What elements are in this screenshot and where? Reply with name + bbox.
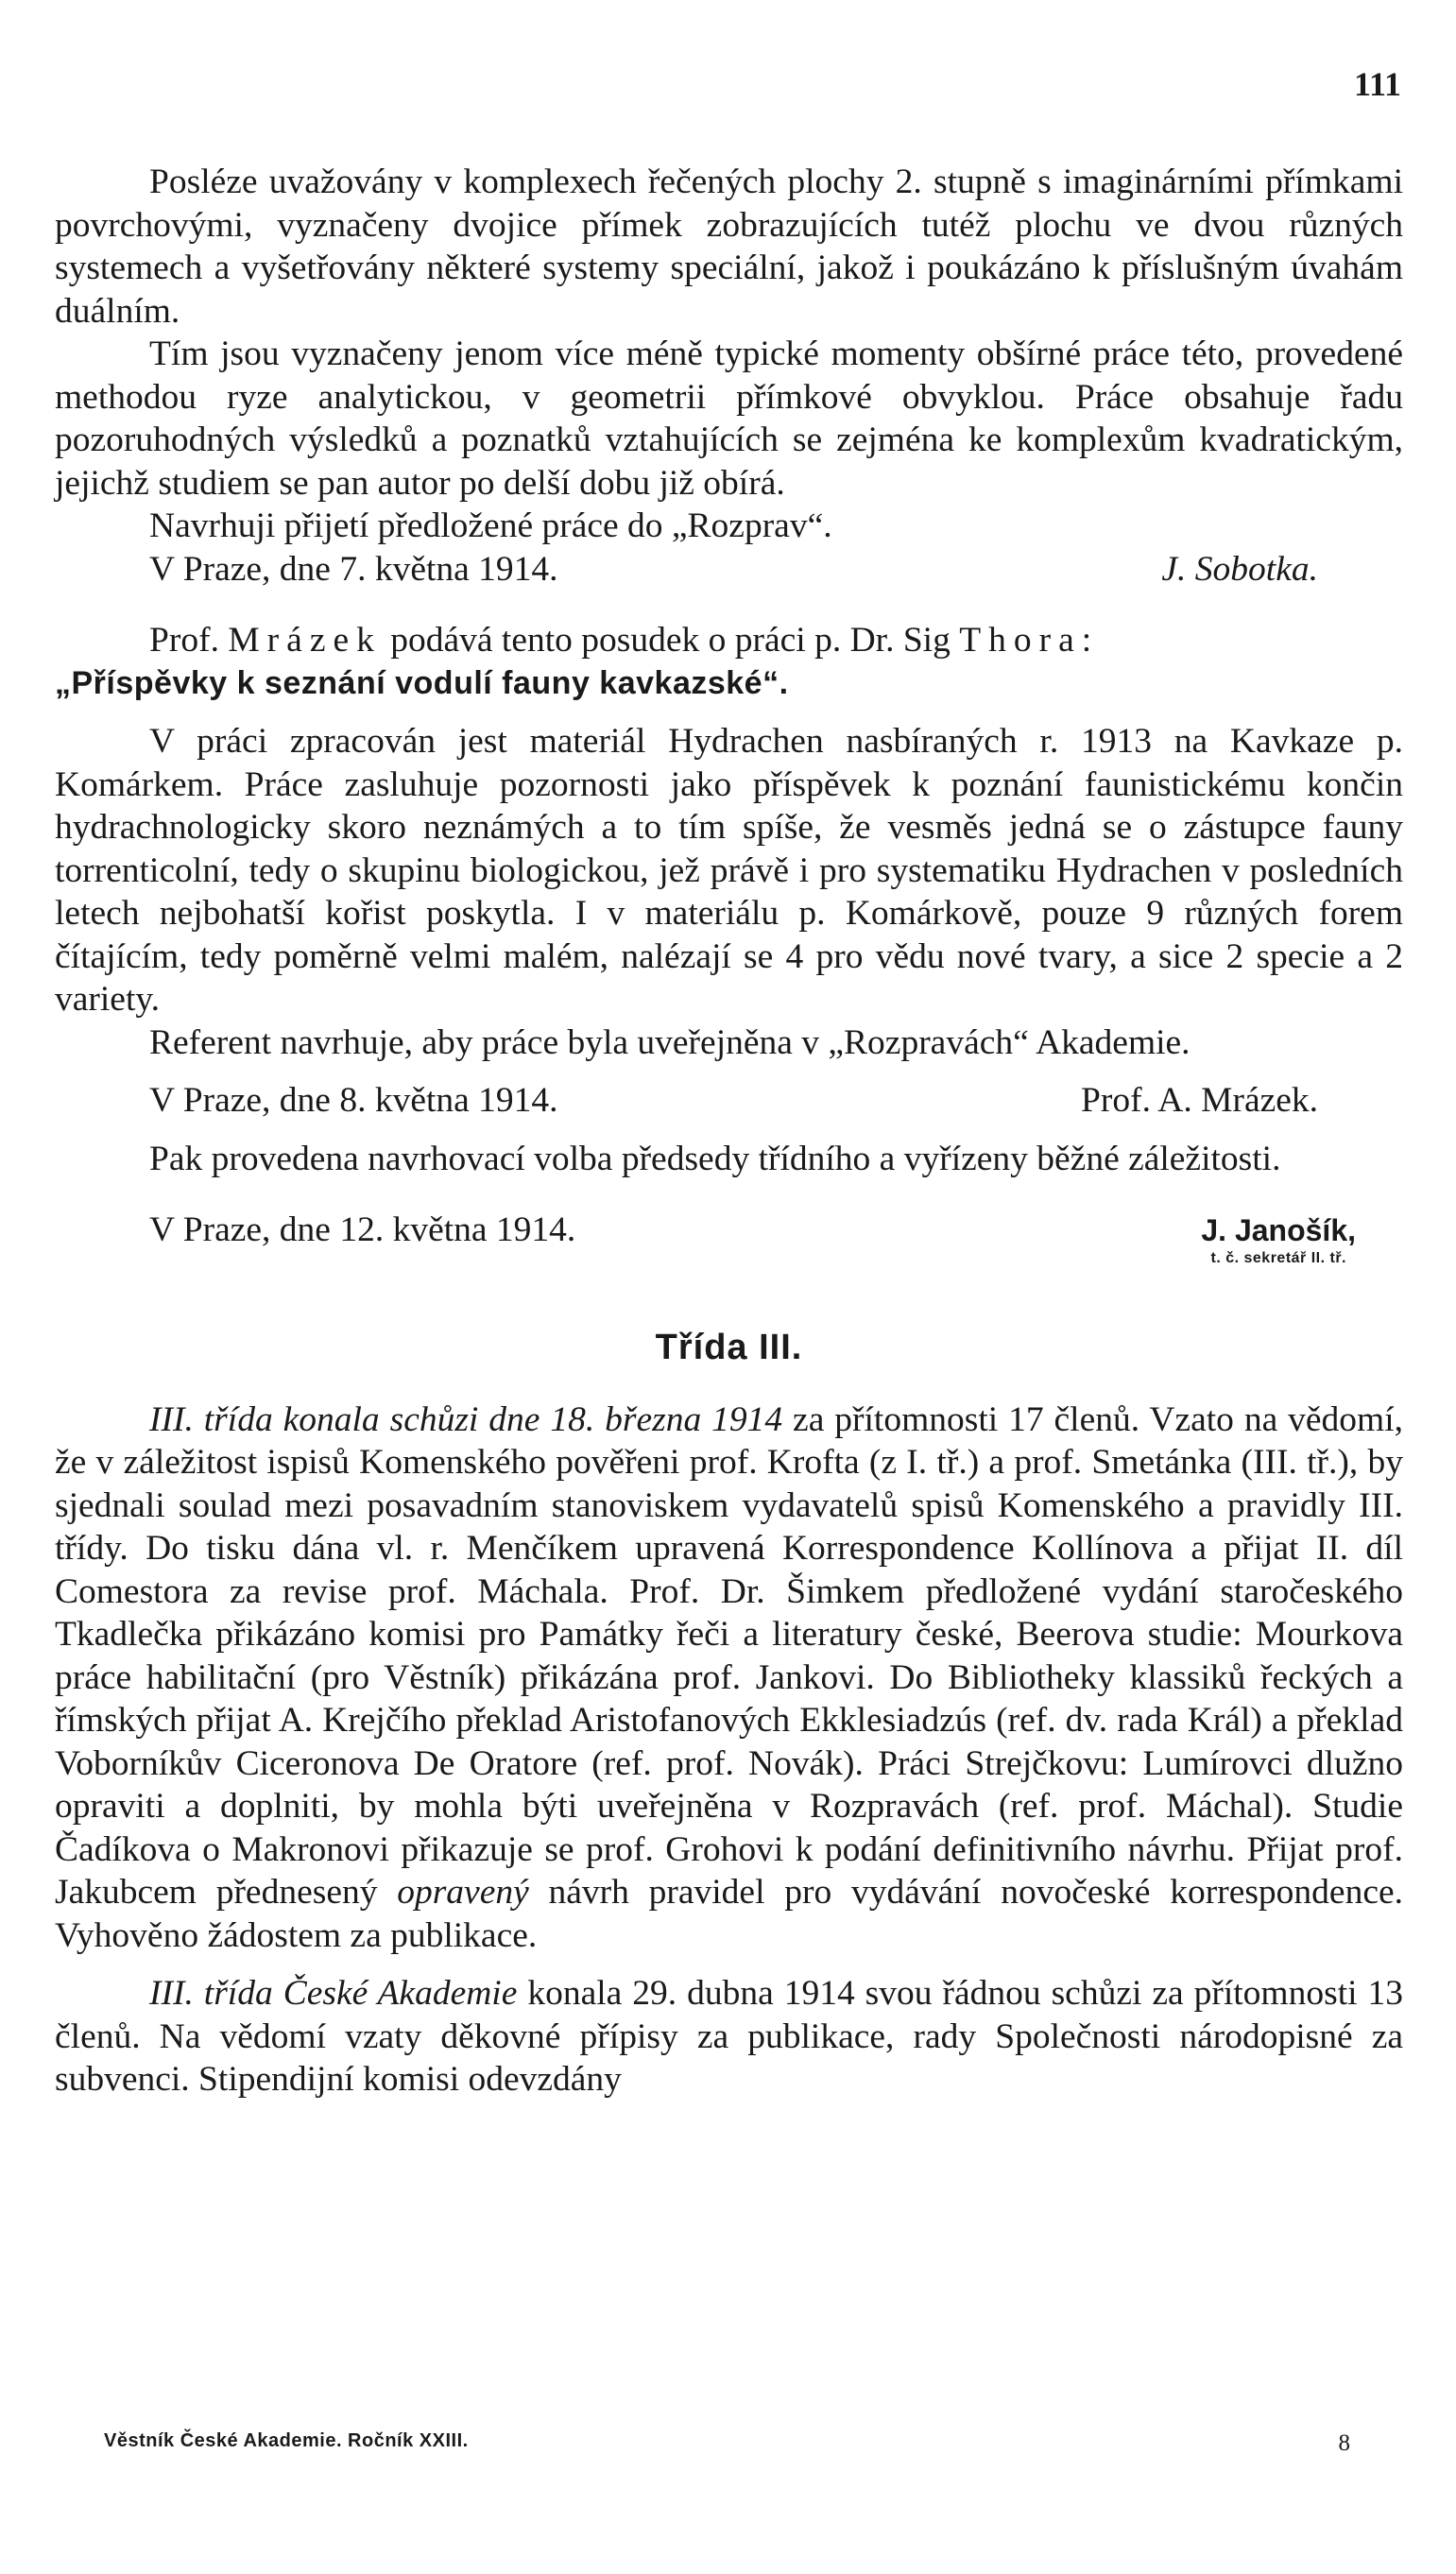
signature-sobotka	[55, 548, 1403, 592]
paragraph-meeting-april	[55, 1972, 1403, 2102]
signature-role: t. č. sekretář II. tř.	[1210, 1250, 1346, 1266]
signature-name: J. Janošík,	[1201, 1213, 1356, 1247]
work-title: „Příspěvky k seznání vodulí fauny kavkazské“.	[55, 664, 789, 701]
meeting-text: konala 29. dubna 1914 svou řádnou schůzi za přítomnosti 13 členů. Na vědomí vzaty děkovné přípisy za publikace, rady Společnosti národopisné za subvenci. Stipendijní komisi odevzdány	[55, 1974, 1403, 2099]
meeting-end: návrh pravidel pro vydávání novočeské korrespondence. Vyhověno žádostem za publikace.	[55, 1873, 1403, 1955]
footer-sheet-number: 8	[1338, 2430, 1350, 2456]
paragraph-hydrachen: V práci zpracován jest materiál Hydrachen nasbíraných r. 1913 na Kavkaze p. Komárkem. Práce zasluhuje pozornosti jako příspěvek k poznání faunistickému končin hydrachnologicky skoro neznámých a to tím spíše, že vesměs jedná se o zástupce fauny torrenticolní, tedy o skupinu biologickou, jež právě i pro systematiku Hydrachen v posledních letech nejbohatší kořist poskytla. I v materiálu p. Komárkově, pouze 9 různých forem čítajícím, tedy poměrně velmi malém, nalézají se 4 pro vědu nové tvary, a sice 2 specie a 2 variety.	[55, 722, 1403, 1019]
signature-mrazek	[55, 1079, 1403, 1123]
intro-mid: podává tento posudek o práci p. Dr. Sig	[390, 621, 951, 660]
meeting-text: za přítomnosti 17 členů. Vzato na vědomí, že v záležitost ispisů Komenského pověřeni prof. Krofta (z I. tř.) a prof. Smetánka (III. tř.), by sjednali soulad mezi posavadním stanoviskem vydavatelů spisů Komenského a pravidly III. třídy. Do tisku dána vl. r. Menčíkem upravená Korrespondence Kollínova a přijat II. díl Comestora za revise prof. Máchala. Prof. Dr. Šimkem předložené vydání staročeského Tkadlečka přikázáno komisi pro Památky řeči a literatury české, Beerova studie: Mourkova práce habilitační (pro Věstník) přikázána prof. Jankovi. Do Bibliotheky klassiků řeckých a římských přijat A. Krejčího překlad Aristofanových Ekklesiadzús (ref. dv. rada Král) a překlad Voborníkův Ciceronova De Oratore (ref. prof. Novák). Práci Strejčkovu: Lumírovci dlužno opraviti a doplniti, by mohla býti uveřejněna v Rozpravách (ref. prof. Máchal). Studie Čadíkova o Makronovi přikazuje se prof. Grohovi k podání definitivního návrhu. Přijat prof. Jakubcem přednesený	[55, 1399, 1403, 1912]
paragraph-summary: Tím jsou vyznačeny jenom více méně typické momenty obšírné práce této, provedené methodou ryze analytickou, v geometrii přímkové obvyklou. Práce obsahuje řadu pozoruhodných výsledků a poznatků vztahujících se zejména ke komplexům kvadratickým, jejichž studiem se pan autor po delší dobu již obírá.	[55, 335, 1403, 503]
page-body	[55, 161, 1403, 2102]
page-footer	[104, 2430, 1350, 2457]
signature-block	[1201, 1211, 1403, 1268]
signature-place-date: V Praze, dne 12. května 1914.	[149, 1210, 576, 1249]
footer-journal: Věstník České Akademie. Ročník XXIII.	[104, 2430, 469, 2451]
reviewer-name: Mrázek	[228, 621, 382, 660]
signature-place-date: V Praze, dne 8. května 1914.	[149, 1081, 558, 1120]
signature-janosik	[55, 1209, 1403, 1268]
meeting-lead: III. třída konala schůzi dne 18. března 1914	[149, 1399, 783, 1439]
paragraph-mrazek-intro	[55, 619, 1403, 662]
signature-name: J. Sobotka.	[1161, 549, 1318, 589]
meeting-lead: III. třída České Akademie	[149, 1974, 518, 2013]
paragraph-referent: Referent navrhuje, aby práce byla uveřejněna v „Rozpravách“ Akademie.	[149, 1022, 1190, 1062]
signature-place-date: V Praze, dne 7. května 1914.	[149, 549, 558, 589]
author-name: Thora:	[959, 621, 1100, 660]
prof-label: Prof.	[149, 621, 219, 660]
paragraph-meeting-march	[55, 1399, 1403, 1958]
paragraph-proposal: Navrhuji přijetí předložené práce do „Rozprav“.	[149, 506, 832, 545]
paragraph-election: Pak provedena navrhovací volba předsedy třídního a vyřízeny běžné záležitosti.	[149, 1139, 1281, 1178]
italic-word: opravený	[397, 1873, 529, 1912]
page-number: 111	[1353, 65, 1401, 103]
section-heading: Třída III.	[655, 1328, 803, 1367]
paragraph-complexes: Posléze uvažovány v komplexech řečených plochy 2. stupně s imaginárními přímkami povrchovými, vyznačeny dvojice přímek zobrazujících tutéž plochu ve dvou různých systemech a vyšetřovány některé systemy speciální, jakož i poukázáno k příslušným úvahám duálním.	[55, 163, 1403, 331]
signature-name: Prof. A. Mrázek.	[1081, 1081, 1318, 1120]
